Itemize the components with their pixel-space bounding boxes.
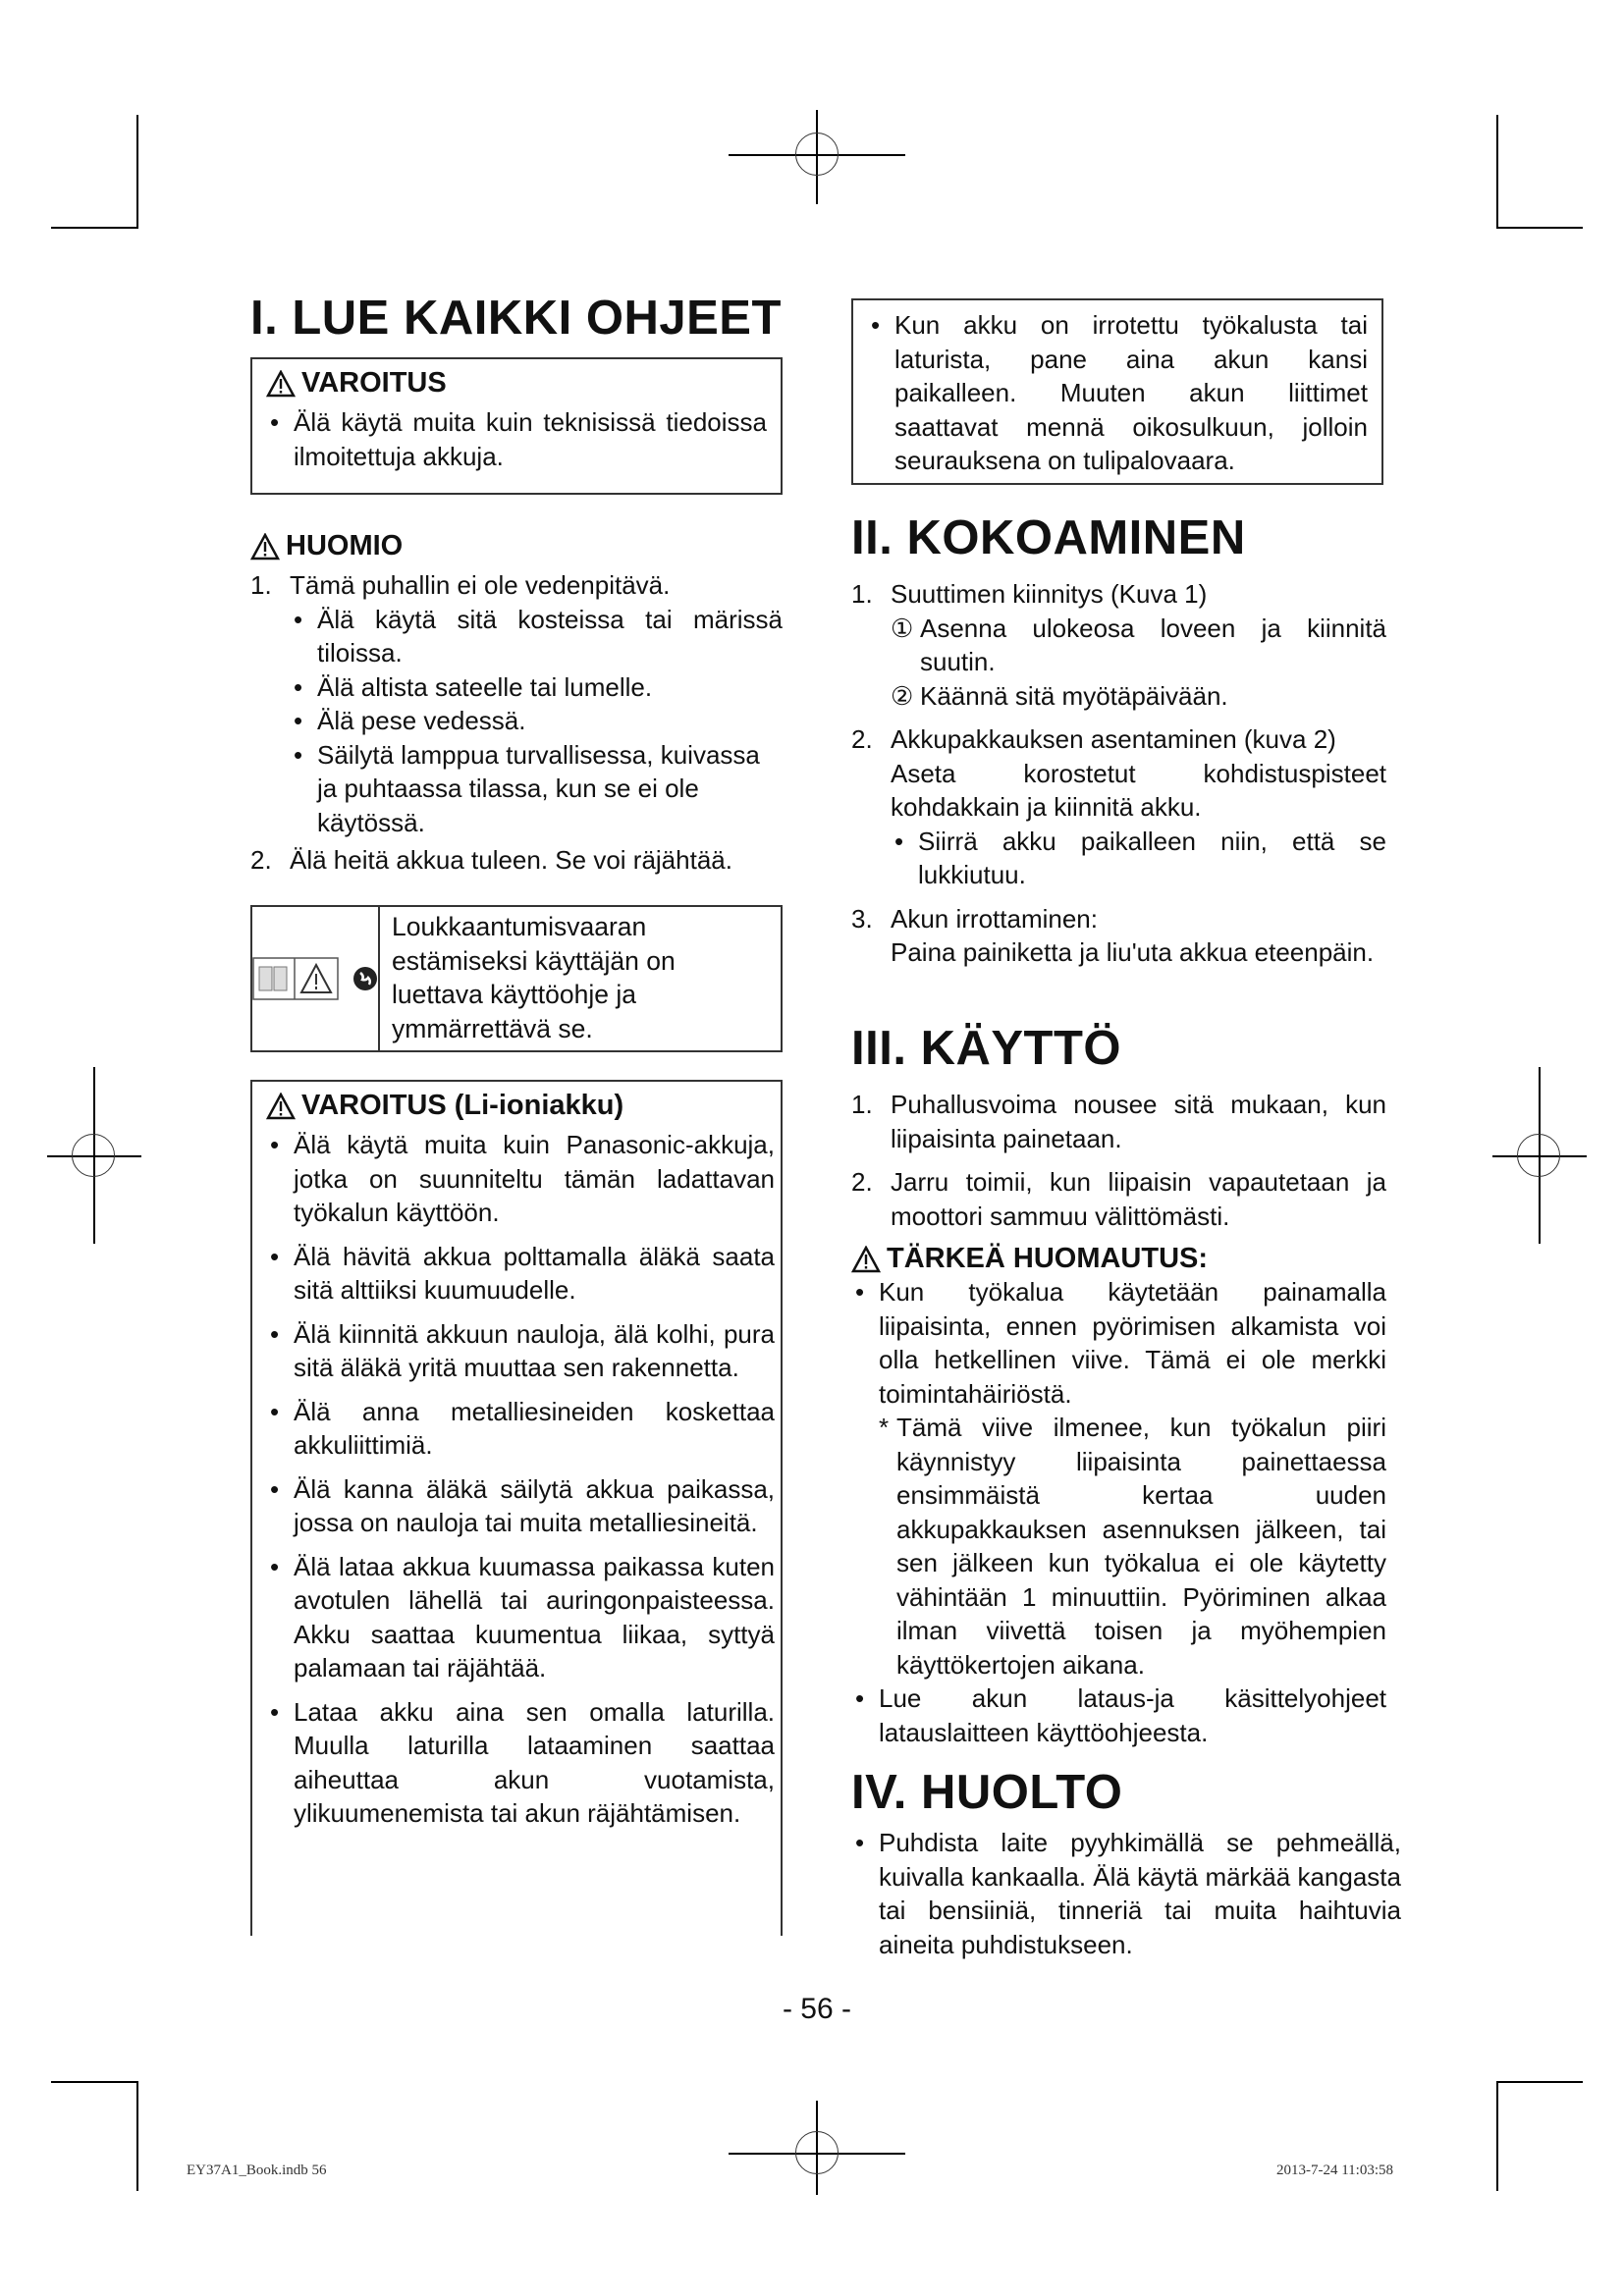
item-body: Aseta korostetut kohdistuspisteet kohdakkain ja kiinnitä akku. — [891, 758, 1386, 822]
item-text: Puhallusvoima nousee sitä mukaan, kun liipaisinta painetaan. — [891, 1090, 1386, 1153]
notice-text: Kun akku on irrotettu työkalusta tai laturista, pane aina akun kansi paikalleen. Muuten akun liittimet saattavat mennä oikosulkuun, jolloin seurauksena on tulipalovaara. — [894, 310, 1368, 475]
subitem-text: Siirrä akku paikalleen niin, että se lukkiutuu. — [918, 826, 1386, 889]
assembly-step — [891, 679, 1386, 714]
item-number: 1. — [851, 1090, 873, 1119]
crop-mark — [51, 227, 137, 229]
operation-item — [851, 1088, 1386, 1155]
warning-triangle-icon — [250, 533, 280, 561]
footer-timestamp: 2013-7-24 11:03:58 — [1276, 2163, 1394, 2178]
step-number-2: ② — [891, 680, 914, 711]
item-number: 2. — [851, 724, 873, 754]
item-text: Tämä puhallin ei ole vedenpitävä. — [290, 570, 671, 600]
assembly-subitem: • Siirrä akku paikalleen niin, että se lukkiutuu. — [894, 826, 1386, 889]
operation-section — [851, 1021, 1386, 1749]
warning-item-text: Älä käytä muita kuin teknisissä tiedoissa ilmoitettuja akkuja. — [294, 407, 767, 471]
crop-mark — [136, 115, 138, 229]
crop-mark — [1496, 2081, 1583, 2083]
item-text: Kun työkalua käytetään painamalla liipaisinta, ennen pyörimisen alkamista voi olla hetkellinen viive. Tämä ei ole merkki toimintahäiriöstä. — [879, 1277, 1386, 1409]
item-text: Akun irrottaminen: — [891, 903, 1098, 934]
footer-file-name: EY37A1_Book.indb 56 — [187, 2163, 327, 2178]
item-text: Puhdista laite pyyhkimällä se pehmeällä, kuivalla kankaalla. Älä käytä märkää kangasta tai bensiiniä, tinneriä tai muita haihtuvia aineita puhdistukseen. — [879, 1828, 1401, 1959]
subitem-text: Älä pese vedessä. — [317, 706, 526, 735]
warning-heading — [266, 367, 767, 400]
assembly-section — [851, 510, 1386, 970]
section-title-maintenance: IV. HUOLTO — [851, 1766, 1123, 1819]
item-body: Paina painiketta ja liu'uta akkua eteenpäin. — [891, 937, 1375, 967]
crop-mark — [1496, 2081, 1498, 2191]
registration-circle — [72, 1134, 115, 1177]
item-number: 3. — [851, 903, 873, 934]
caution-subitem: • Älä käytä sitä kosteissa tai märissä tiloissa. — [294, 604, 783, 667]
warning-box — [250, 357, 783, 495]
item-text: Älä lataa akkua kuumassa paikassa kuten avotulen lähellä tai auringonpaisteessa. Akku saattaa kuumentua liikaa, syttyä palamaan tai räjähtää. — [294, 1551, 775, 1682]
caution-subitem: • Säilytä lamppua turvallisessa, kuivassa ja puhtaassa tilassa, kun se ei ole käytössä. — [294, 739, 760, 837]
section-title-read-instructions: I. LUE KAIKKI OHJEET — [250, 292, 782, 345]
crop-mark — [51, 2081, 137, 2083]
caution-item — [250, 843, 783, 878]
subitem-text: Älä käytä sitä kosteissa tai märissä tiloissa. — [317, 604, 783, 667]
crop-mark — [1496, 227, 1583, 229]
battery-cover-notice: • Kun akku on irrotettu työkalusta tai laturista, pane aina akun kansi paikalleen. Muuten akun liittimet saattavat mennä oikosulkuun, jolloin seurauksena on tulipalovaara. — [871, 310, 1368, 475]
step-number-1: ① — [891, 613, 914, 643]
manual-notice-text: Loukkaantumisvaaran estämiseksi käyttäjän on luettava käyttöohje ja ymmärrettävä se. — [392, 912, 676, 1043]
section-title-assembly: II. KOKOAMINEN — [851, 511, 1246, 564]
item-text: Älä hävitä akkua polttamalla äläkä saata sitä alttiiksi kuumuudelle. — [294, 1241, 775, 1305]
item-number: 2. — [851, 1167, 873, 1197]
operation-item — [851, 1165, 1386, 1233]
item-text: Älä kanna äläkä säilytä akkua paikassa, jossa on nauloja tai muita metalliesineitä. — [294, 1473, 775, 1537]
li-ion-warning-heading — [266, 1090, 775, 1122]
li-ion-warning-item: • Älä kiinnitä akkuun nauloja, älä kolhi, pura sitä äläkä yritä muuttaa sen rakennetta. — [270, 1318, 775, 1382]
li-ion-warning-item: • Älä käytä muita kuin Panasonic-akkuja, jotka on suunniteltu tämän ladattavan työkalun käyttöön. — [270, 1130, 775, 1227]
item-number: 1. — [851, 579, 873, 609]
important-notice-heading-text: TÄRKEÄ HUOMAUTUS: — [887, 1243, 1209, 1274]
warning-item: • Älä käytä muita kuin teknisissä tiedoissa ilmoitettuja akkuja. — [270, 407, 767, 471]
item-text: Älä käytä muita kuin Panasonic-akkuja, jotka on suunniteltu tämän ladattavan työkalun käyttöön. — [294, 1130, 775, 1227]
registration-circle — [795, 133, 839, 176]
item-text: Lue akun lataus-ja käsittelyohjeet latauslaitteen käyttöohjeesta. — [879, 1683, 1386, 1747]
crop-mark — [1496, 115, 1498, 229]
registration-circle — [795, 2131, 839, 2174]
item-text: Suuttimen kiinnitys (Kuva 1) — [891, 579, 1208, 609]
item-text: Lataa akku aina sen omalla laturilla. Muulla laturilla lataaminen saattaa aiheuttaa akun vuotamista, ylikuumenemista tai akun räjähtämisen. — [294, 1696, 775, 1828]
registration-circle — [1517, 1134, 1560, 1177]
caution-section — [250, 530, 783, 878]
note-text: Tämä viive ilmenee, kun työkalun piiri käynnistyy liipaisinta painettaessa ensimmäistä kertaa uuden akkupakkauksen asennuksen jälkeen, tai sen jälkeen kun työkalua ei ole käytetty vähintään 1 minuuttiin. Pyöriminen alkaa ilman viivettä toisen ja myöhempien käyttökertojen aikana. — [896, 1413, 1386, 1680]
item-number: 2. — [250, 845, 272, 875]
step-text: Käännä sitä myötäpäivään. — [920, 680, 1228, 711]
li-ion-warning-heading-text: VAROITUS (Li-ioniakku) — [301, 1090, 624, 1121]
item-number: 1. — [250, 570, 272, 600]
assembly-step — [891, 612, 1386, 679]
important-notice-item: • Lue akun lataus-ja käsittelyohjeet latauslaitteen käyttöohjeesta. — [855, 1683, 1386, 1747]
manual-notice-icons — [252, 907, 380, 1050]
subitem-text: Säilytä lamppua turvallisessa, kuivassa ja puhtaassa tilassa, kun se ei ole käytössä. — [317, 739, 760, 837]
assembly-item — [851, 902, 1386, 970]
subitem-text: Älä altista sateelle tai lumelle. — [317, 671, 653, 702]
warning-triangle-icon — [266, 370, 296, 398]
manual-notice-box — [250, 905, 783, 1052]
battery-cover-notice-box — [851, 298, 1383, 485]
assembly-item — [851, 577, 1386, 713]
li-ion-warning-item: • Älä kanna äläkä säilytä akkua paikassa, jossa on nauloja tai muita metalliesineitä. — [270, 1473, 775, 1537]
warning-heading-text: VAROITUS — [301, 367, 447, 399]
step-text: Asenna ulokeosa loveen ja kiinnitä suutin. — [920, 613, 1386, 676]
li-ion-warning-item: • Älä anna metalliesineiden koskettaa akkuliittimiä. — [270, 1396, 775, 1460]
important-notice-heading — [851, 1243, 1386, 1275]
caution-subitem: • Älä altista sateelle tai lumelle. — [294, 671, 653, 702]
item-text: Älä heitä akkua tuleen. Se voi räjähtää. — [290, 845, 732, 875]
item-text: Älä anna metalliesineiden koskettaa akkuliittimiä. — [294, 1396, 775, 1460]
caution-heading-text: HUOMIO — [286, 530, 404, 561]
section-title-operation: III. KÄYTTÖ — [851, 1022, 1121, 1075]
warning-triangle-icon — [851, 1246, 881, 1273]
crop-mark — [136, 2081, 138, 2191]
page-number: - 56 - — [782, 1993, 852, 2025]
caution-heading — [250, 530, 783, 562]
maintenance-item: • Puhdista laite pyyhkimällä se pehmeällä, kuivalla kankaalla. Älä käytä märkää kangasta tai bensiiniä, tinneriä tai muita haihtuvia aineita puhdistukseen. — [855, 1828, 1401, 1959]
caution-subitem: • Älä pese vedessä. — [294, 706, 526, 735]
li-ion-warning-item: • Lataa akku aina sen omalla laturilla. Muulla laturilla lataaminen saattaa aiheuttaa akun vuotamista, ylikuumenemista tai akun räjähtämisen. — [270, 1696, 775, 1828]
caution-item — [250, 568, 783, 839]
important-notice-note: * Tämä viive ilmenee, kun työkalun piiri käynnistyy liipaisinta painettaessa ensimmäistä kertaa uuden akkupakkauksen asennuksen jälkeen, tai sen jälkeen kun työkalua ei ole käytetty vähintään 1 minuuttiin. Pyöriminen alkaa ilman viivettä toisen ja myöhempien käyttökertojen aikana. — [879, 1413, 1386, 1680]
item-text: Jarru toimii, kun liipaisin vapautetaan ja moottori sammuu välittömästi. — [891, 1167, 1386, 1231]
li-ion-warning-item: • Älä lataa akkua kuumassa paikassa kuten avotulen lähellä tai auringonpaisteessa. Akku saattaa kuumentua liikaa, syttyä palamaan tai räjähtää. — [270, 1551, 775, 1682]
li-ion-warning-box — [250, 1080, 783, 1936]
globe-icon — [352, 966, 378, 991]
important-notice-item: • Kun työkalua käytetään painamalla liipaisinta, ennen pyörimisen alkamista voi olla hetkellinen viive. Tämä ei ole merkki toimintahäiriöstä. * Tämä viive ilmenee, kun työkalun piiri käynnistyy liipaisinta painettaessa ensimmäistä kertaa uuden akkupakkauksen asennuksen jälkeen, tai sen jälkeen kun työkalua ei ole käytetty vähintään 1 minuuttiin. Pyöriminen alkaa ilman viivettä toisen ja myöhempien käyttökertojen aikana. — [851, 1275, 1386, 1682]
li-ion-warning-item: • Älä hävitä akkua polttamalla äläkä saata sitä alttiiksi kuumuudelle. — [270, 1241, 775, 1305]
warning-triangle-icon — [266, 1093, 296, 1120]
assembly-item — [851, 722, 1386, 892]
maintenance-section — [851, 1765, 1401, 1961]
item-text: Akkupakkauksen asentaminen (kuva 2) — [891, 724, 1336, 754]
item-text: Älä kiinnitä akkuun nauloja, älä kolhi, pura sitä äläkä yritä muuttaa sen rakennetta. — [294, 1318, 775, 1382]
read-manual-icon — [252, 957, 339, 1000]
